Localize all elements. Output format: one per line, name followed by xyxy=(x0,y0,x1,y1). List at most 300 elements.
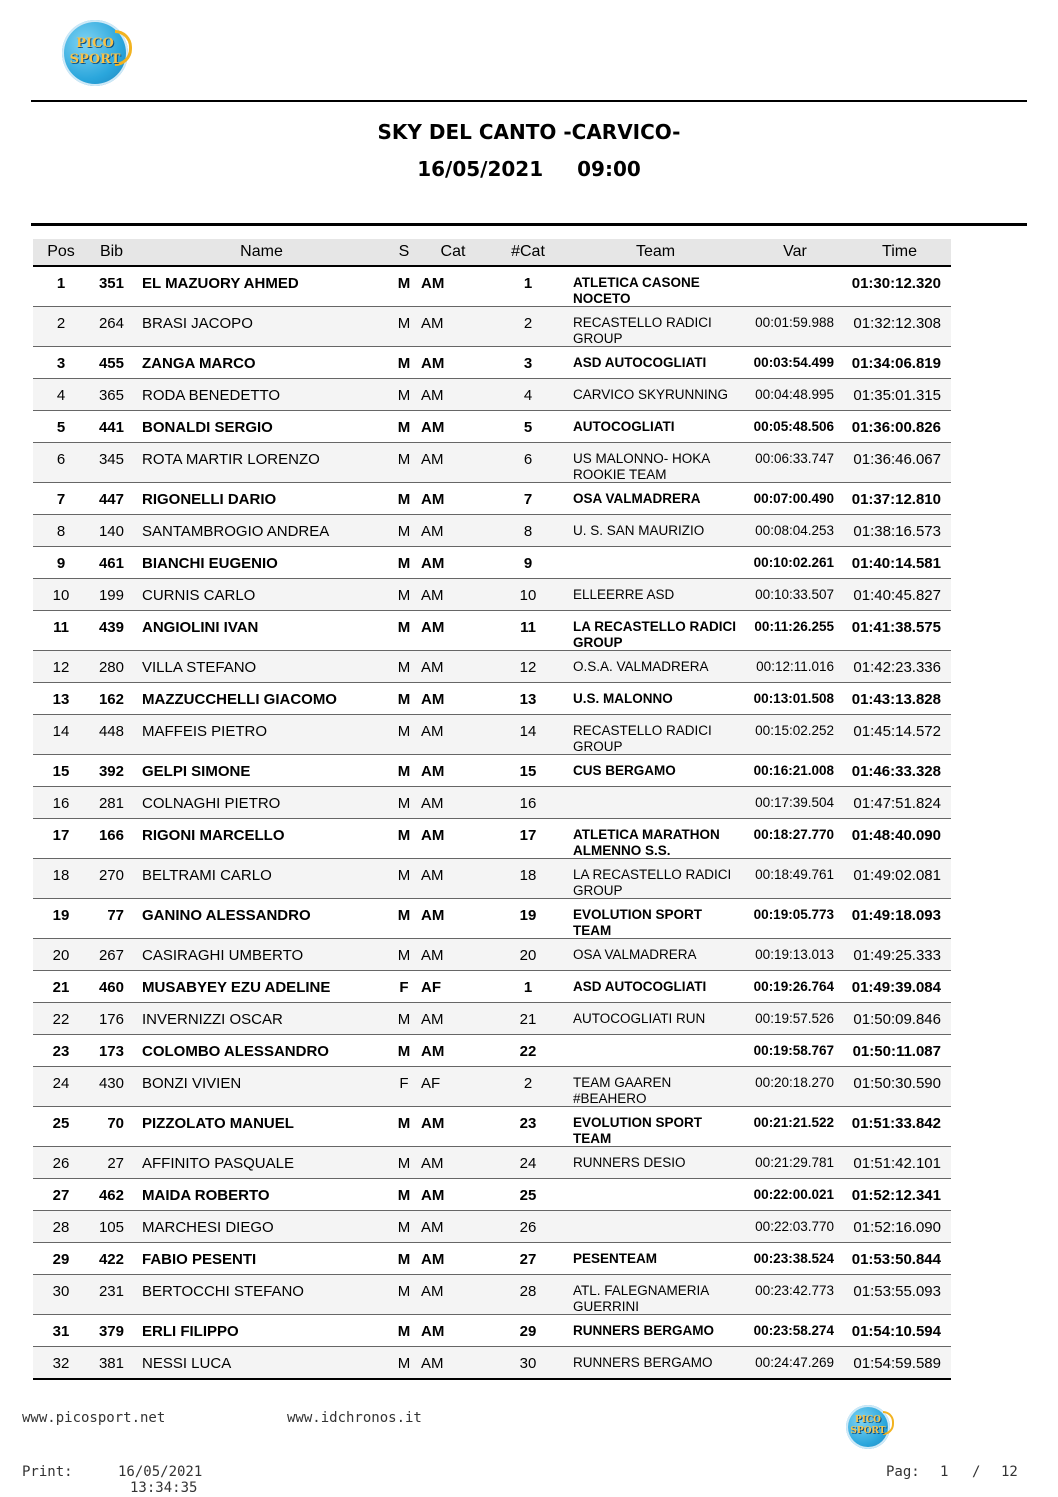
cell-ncat: 4 xyxy=(487,379,569,411)
cell-team: O.S.A. VALMADRERA xyxy=(569,651,742,683)
cell-s: M xyxy=(389,1243,419,1275)
cell-time: 01:52:12.341 xyxy=(848,1179,951,1211)
cell-cat: AM xyxy=(419,266,487,307)
cell-cat: AM xyxy=(419,579,487,611)
logo-small-line2: SPORT xyxy=(850,1426,886,1436)
cell-s: M xyxy=(389,1107,419,1147)
cell-cat: AM xyxy=(419,899,487,939)
cell-ncat: 1 xyxy=(487,266,569,307)
cell-var: 00:05:48.506 xyxy=(742,411,848,443)
cell-pos: 27 xyxy=(33,1179,89,1211)
cell-name: EL MAZUORY AHMED xyxy=(134,266,389,307)
table-row xyxy=(33,899,951,939)
cell-name: GELPI SIMONE xyxy=(134,755,389,787)
cell-time: 01:50:11.087 xyxy=(848,1035,951,1067)
cell-pos: 22 xyxy=(33,1003,89,1035)
cell-pos: 7 xyxy=(33,483,89,515)
cell-s: M xyxy=(389,483,419,515)
cell-ncat: 19 xyxy=(487,899,569,939)
cell-ncat: 2 xyxy=(487,307,569,347)
footer-site-idchronos: www.idchronos.it xyxy=(287,1410,422,1426)
cell-name: NESSI LUCA xyxy=(134,1347,389,1379)
cell-pos: 14 xyxy=(33,715,89,755)
cell-var: 00:19:26.764 xyxy=(742,971,848,1003)
cell-pos: 6 xyxy=(33,443,89,483)
table-row xyxy=(33,611,951,651)
cell-team: PESENTEAM xyxy=(569,1243,742,1275)
table-row xyxy=(33,819,951,859)
cell-s: M xyxy=(389,1347,419,1379)
cell-cat: AM xyxy=(419,683,487,715)
cell-cat: AM xyxy=(419,1107,487,1147)
cell-bib: 422 xyxy=(89,1243,134,1275)
cell-team: ATLETICA CASONE NOCETO xyxy=(569,266,742,307)
cell-time: 01:40:14.581 xyxy=(848,547,951,579)
cell-pos: 4 xyxy=(33,379,89,411)
footer-page-current: 1 xyxy=(940,1464,949,1480)
cell-team: U.S. MALONNO xyxy=(569,683,742,715)
cell-pos: 1 xyxy=(33,266,89,307)
cell-var: 00:22:00.021 xyxy=(742,1179,848,1211)
cell-pos: 10 xyxy=(33,579,89,611)
cell-pos: 26 xyxy=(33,1147,89,1179)
cell-s: M xyxy=(389,307,419,347)
pico-sport-logo xyxy=(62,20,128,86)
cell-var: 00:17:39.504 xyxy=(742,787,848,819)
cell-time: 01:41:38.575 xyxy=(848,611,951,651)
table-row xyxy=(33,547,951,579)
table-row xyxy=(33,1147,951,1179)
cell-team: LA RECASTELLO RADICI GROUP xyxy=(569,859,742,899)
cell-ncat: 10 xyxy=(487,579,569,611)
cell-s: M xyxy=(389,859,419,899)
cell-s: M xyxy=(389,411,419,443)
table-row xyxy=(33,515,951,547)
cell-time: 01:43:13.828 xyxy=(848,683,951,715)
cell-time: 01:36:46.067 xyxy=(848,443,951,483)
cell-cat: AM xyxy=(419,715,487,755)
cell-team: OSA VALMADRERA xyxy=(569,483,742,515)
cell-s: M xyxy=(389,715,419,755)
cell-time: 01:54:10.594 xyxy=(848,1315,951,1347)
cell-bib: 166 xyxy=(89,819,134,859)
cell-ncat: 5 xyxy=(487,411,569,443)
cell-cat: AM xyxy=(419,939,487,971)
col-name-header: Name xyxy=(134,239,389,266)
cell-name: AFFINITO PASQUALE xyxy=(134,1147,389,1179)
cell-time: 01:40:45.827 xyxy=(848,579,951,611)
table-row xyxy=(33,1315,951,1347)
cell-team: RECASTELLO RADICI GROUP xyxy=(569,307,742,347)
cell-time: 01:54:59.589 xyxy=(848,1347,951,1379)
cell-s: M xyxy=(389,683,419,715)
cell-name: BIANCHI EUGENIO xyxy=(134,547,389,579)
cell-s: F xyxy=(389,971,419,1003)
table-row xyxy=(33,443,951,483)
cell-pos: 23 xyxy=(33,1035,89,1067)
table-row xyxy=(33,1275,951,1315)
cell-var: 00:24:47.269 xyxy=(742,1347,848,1379)
cell-var: 00:07:00.490 xyxy=(742,483,848,515)
cell-ncat: 8 xyxy=(487,515,569,547)
cell-bib: 280 xyxy=(89,651,134,683)
cell-cat: AM xyxy=(419,411,487,443)
table-row xyxy=(33,1035,951,1067)
cell-name: ANGIOLINI IVAN xyxy=(134,611,389,651)
cell-time: 01:53:55.093 xyxy=(848,1275,951,1315)
cell-time: 01:49:25.333 xyxy=(848,939,951,971)
cell-ncat: 12 xyxy=(487,651,569,683)
footer-print-label: Print: xyxy=(22,1464,73,1480)
cell-bib: 140 xyxy=(89,515,134,547)
cell-time: 01:48:40.090 xyxy=(848,819,951,859)
cell-team: U. S. SAN MAURIZIO xyxy=(569,515,742,547)
col-bib-header: Bib xyxy=(89,239,134,266)
cell-pos: 5 xyxy=(33,411,89,443)
table-row xyxy=(33,683,951,715)
table-row xyxy=(33,755,951,787)
cell-pos: 13 xyxy=(33,683,89,715)
cell-bib: 462 xyxy=(89,1179,134,1211)
cell-pos: 9 xyxy=(33,547,89,579)
cell-bib: 441 xyxy=(89,411,134,443)
cell-time: 01:35:01.315 xyxy=(848,379,951,411)
cell-name: BONZI VIVIEN xyxy=(134,1067,389,1107)
footer-page-label: Pag: xyxy=(886,1464,920,1480)
cell-ncat: 6 xyxy=(487,443,569,483)
cell-time: 01:49:02.081 xyxy=(848,859,951,899)
cell-name: BERTOCCHI STEFANO xyxy=(134,1275,389,1315)
cell-pos: 15 xyxy=(33,755,89,787)
cell-var: 00:21:29.781 xyxy=(742,1147,848,1179)
cell-ncat: 25 xyxy=(487,1179,569,1211)
col-time-header: Time xyxy=(848,239,951,266)
cell-team: ATLETICA MARATHON ALMENNO S.S. xyxy=(569,819,742,859)
cell-s: M xyxy=(389,1211,419,1243)
cell-ncat: 20 xyxy=(487,939,569,971)
cell-s: M xyxy=(389,1315,419,1347)
cell-time: 01:49:39.084 xyxy=(848,971,951,1003)
cell-ncat: 3 xyxy=(487,347,569,379)
results-body xyxy=(33,266,951,1379)
cell-time: 01:49:18.093 xyxy=(848,899,951,939)
cell-name: CURNIS CARLO xyxy=(134,579,389,611)
cell-name: VILLA STEFANO xyxy=(134,651,389,683)
cell-var: 00:22:03.770 xyxy=(742,1211,848,1243)
cell-bib: 379 xyxy=(89,1315,134,1347)
cell-bib: 281 xyxy=(89,787,134,819)
cell-team: ASD AUTOCOGLIATI xyxy=(569,347,742,379)
table-row xyxy=(33,1003,951,1035)
cell-s: M xyxy=(389,899,419,939)
cell-ncat: 18 xyxy=(487,859,569,899)
logo-text-small xyxy=(846,1415,890,1437)
cell-var: 00:21:21.522 xyxy=(742,1107,848,1147)
cell-bib: 267 xyxy=(89,939,134,971)
cell-bib: 448 xyxy=(89,715,134,755)
cell-bib: 365 xyxy=(89,379,134,411)
cell-s: M xyxy=(389,651,419,683)
table-row xyxy=(33,1347,951,1379)
col-pos-header: Pos xyxy=(33,239,89,266)
cell-ncat: 23 xyxy=(487,1107,569,1147)
cell-bib: 77 xyxy=(89,899,134,939)
cell-bib: 27 xyxy=(89,1147,134,1179)
cell-team: ELLEERRE ASD xyxy=(569,579,742,611)
cell-bib: 270 xyxy=(89,859,134,899)
cell-name: BRASI JACOPO xyxy=(134,307,389,347)
table-row xyxy=(33,1067,951,1107)
cell-pos: 12 xyxy=(33,651,89,683)
cell-team: RUNNERS DESIO xyxy=(569,1147,742,1179)
cell-bib: 176 xyxy=(89,1003,134,1035)
cell-s: M xyxy=(389,611,419,651)
cell-cat: AM xyxy=(419,1315,487,1347)
cell-name: CASIRAGHI UMBERTO xyxy=(134,939,389,971)
cell-s: M xyxy=(389,547,419,579)
cell-cat: AM xyxy=(419,1275,487,1315)
cell-bib: 461 xyxy=(89,547,134,579)
cell-var: 00:23:38.524 xyxy=(742,1243,848,1275)
cell-ncat: 1 xyxy=(487,971,569,1003)
cell-bib: 264 xyxy=(89,307,134,347)
cell-name: ZANGA MARCO xyxy=(134,347,389,379)
col-var-header: Var xyxy=(742,239,848,266)
cell-name: ROTA MARTIR LORENZO xyxy=(134,443,389,483)
table-row xyxy=(33,1107,951,1147)
cell-cat: AM xyxy=(419,859,487,899)
cell-ncat: 14 xyxy=(487,715,569,755)
col-cat-header: Cat xyxy=(419,239,487,266)
cell-ncat: 16 xyxy=(487,787,569,819)
cell-name: FABIO PESENTI xyxy=(134,1243,389,1275)
cell-time: 01:51:42.101 xyxy=(848,1147,951,1179)
cell-cat: AM xyxy=(419,1003,487,1035)
cell-var xyxy=(742,266,848,307)
footer-print-time: 13:34:35 xyxy=(130,1480,198,1496)
col-team-header: Team xyxy=(569,239,742,266)
cell-pos: 18 xyxy=(33,859,89,899)
cell-ncat: 28 xyxy=(487,1275,569,1315)
cell-time: 01:46:33.328 xyxy=(848,755,951,787)
cell-pos: 16 xyxy=(33,787,89,819)
cell-name: GANINO ALESSANDRO xyxy=(134,899,389,939)
cell-bib: 105 xyxy=(89,1211,134,1243)
cell-team: RUNNERS BERGAMO xyxy=(569,1347,742,1379)
cell-team xyxy=(569,787,742,819)
cell-time: 01:37:12.810 xyxy=(848,483,951,515)
cell-bib: 430 xyxy=(89,1067,134,1107)
cell-team xyxy=(569,547,742,579)
cell-var: 00:23:42.773 xyxy=(742,1275,848,1315)
cell-cat: AM xyxy=(419,1035,487,1067)
cell-name: PIZZOLATO MANUEL xyxy=(134,1107,389,1147)
table-row xyxy=(33,971,951,1003)
table-row xyxy=(33,1243,951,1275)
cell-pos: 29 xyxy=(33,1243,89,1275)
cell-name: ERLI FILIPPO xyxy=(134,1315,389,1347)
cell-bib: 173 xyxy=(89,1035,134,1067)
cell-bib: 460 xyxy=(89,971,134,1003)
cell-team: AUTOCOGLIATI RUN xyxy=(569,1003,742,1035)
cell-team: US MALONNO- HOKA ROOKIE TEAM xyxy=(569,443,742,483)
cell-team: AUTOCOGLIATI xyxy=(569,411,742,443)
cell-pos: 32 xyxy=(33,1347,89,1379)
cell-time: 01:42:23.336 xyxy=(848,651,951,683)
cell-ncat: 15 xyxy=(487,755,569,787)
cell-ncat: 30 xyxy=(487,1347,569,1379)
table-row xyxy=(33,579,951,611)
cell-var: 00:15:02.252 xyxy=(742,715,848,755)
event-title: SKY DEL CANTO -CARVICO- xyxy=(377,120,681,144)
cell-pos: 2 xyxy=(33,307,89,347)
cell-pos: 31 xyxy=(33,1315,89,1347)
table-row xyxy=(33,347,951,379)
cell-var: 00:19:13.013 xyxy=(742,939,848,971)
cell-s: M xyxy=(389,266,419,307)
cell-pos: 19 xyxy=(33,899,89,939)
logo-text xyxy=(62,36,128,68)
cell-team xyxy=(569,1211,742,1243)
event-time: 09:00 xyxy=(577,157,641,181)
cell-cat: AF xyxy=(419,971,487,1003)
cell-bib: 455 xyxy=(89,347,134,379)
cell-s: M xyxy=(389,379,419,411)
logo-circle-small xyxy=(846,1405,890,1449)
cell-bib: 381 xyxy=(89,1347,134,1379)
cell-var: 00:10:02.261 xyxy=(742,547,848,579)
table-row xyxy=(33,787,951,819)
cell-s: M xyxy=(389,939,419,971)
cell-time: 01:38:16.573 xyxy=(848,515,951,547)
cell-ncat: 26 xyxy=(487,1211,569,1243)
cell-team: RECASTELLO RADICI GROUP xyxy=(569,715,742,755)
cell-cat: AM xyxy=(419,1211,487,1243)
event-date: 16/05/2021 xyxy=(417,157,544,181)
cell-pos: 28 xyxy=(33,1211,89,1243)
cell-name: MAZZUCCHELLI GIACOMO xyxy=(134,683,389,715)
cell-name: RODA BENEDETTO xyxy=(134,379,389,411)
cell-var: 00:19:58.767 xyxy=(742,1035,848,1067)
cell-team xyxy=(569,1179,742,1211)
cell-bib: 439 xyxy=(89,611,134,651)
cell-time: 01:53:50.844 xyxy=(848,1243,951,1275)
cell-bib: 392 xyxy=(89,755,134,787)
logo-circle xyxy=(62,20,128,86)
cell-cat: AM xyxy=(419,651,487,683)
cell-team: ATL. FALEGNAMERIA GUERRINI xyxy=(569,1275,742,1315)
cell-bib: 351 xyxy=(89,266,134,307)
cell-ncat: 7 xyxy=(487,483,569,515)
table-row xyxy=(33,859,951,899)
cell-cat: AM xyxy=(419,1147,487,1179)
cell-var: 00:18:49.761 xyxy=(742,859,848,899)
cell-name: MARCHESI DIEGO xyxy=(134,1211,389,1243)
table-row xyxy=(33,1179,951,1211)
cell-bib: 345 xyxy=(89,443,134,483)
cell-cat: AM xyxy=(419,547,487,579)
cell-s: M xyxy=(389,787,419,819)
cell-ncat: 21 xyxy=(487,1003,569,1035)
cell-name: INVERNIZZI OSCAR xyxy=(134,1003,389,1035)
cell-var: 00:06:33.747 xyxy=(742,443,848,483)
cell-team: RUNNERS BERGAMO xyxy=(569,1315,742,1347)
table-row xyxy=(33,379,951,411)
cell-var: 00:01:59.988 xyxy=(742,307,848,347)
cell-ncat: 13 xyxy=(487,683,569,715)
footer-page-separator: / xyxy=(972,1464,981,1480)
table-row xyxy=(33,651,951,683)
cell-s: M xyxy=(389,1003,419,1035)
table-row xyxy=(33,411,951,443)
cell-var: 00:13:01.508 xyxy=(742,683,848,715)
cell-team: CUS BERGAMO xyxy=(569,755,742,787)
col-ncat-header: #Cat xyxy=(487,239,569,266)
table-row xyxy=(33,1211,951,1243)
cell-team: EVOLUTION SPORT TEAM xyxy=(569,899,742,939)
cell-team: EVOLUTION SPORT TEAM xyxy=(569,1107,742,1147)
cell-time: 01:30:12.320 xyxy=(848,266,951,307)
cell-cat: AM xyxy=(419,443,487,483)
pico-sport-logo-small xyxy=(846,1405,890,1449)
cell-ncat: 17 xyxy=(487,819,569,859)
cell-time: 01:36:00.826 xyxy=(848,411,951,443)
cell-name: BONALDI SERGIO xyxy=(134,411,389,443)
cell-team: OSA VALMADRERA xyxy=(569,939,742,971)
cell-cat: AM xyxy=(419,379,487,411)
cell-s: M xyxy=(389,347,419,379)
cell-ncat: 24 xyxy=(487,1147,569,1179)
cell-pos: 30 xyxy=(33,1275,89,1315)
logo-line1: PICO xyxy=(76,36,114,51)
cell-ncat: 22 xyxy=(487,1035,569,1067)
cell-bib: 70 xyxy=(89,1107,134,1147)
cell-pos: 3 xyxy=(33,347,89,379)
cell-ncat: 29 xyxy=(487,1315,569,1347)
cell-name: BELTRAMI CARLO xyxy=(134,859,389,899)
cell-var: 00:10:33.507 xyxy=(742,579,848,611)
cell-time: 01:50:09.846 xyxy=(848,1003,951,1035)
table-row xyxy=(33,715,951,755)
cell-name: SANTAMBROGIO ANDREA xyxy=(134,515,389,547)
cell-cat: AF xyxy=(419,1067,487,1107)
cell-cat: AM xyxy=(419,1179,487,1211)
cell-pos: 20 xyxy=(33,939,89,971)
cell-pos: 11 xyxy=(33,611,89,651)
cell-cat: AM xyxy=(419,787,487,819)
cell-s: M xyxy=(389,1275,419,1315)
footer-page-total: 12 xyxy=(1001,1464,1018,1480)
cell-name: RIGONI MARCELLO xyxy=(134,819,389,859)
cell-team: CARVICO SKYRUNNING xyxy=(569,379,742,411)
cell-pos: 17 xyxy=(33,819,89,859)
cell-time: 01:51:33.842 xyxy=(848,1107,951,1147)
cell-name: COLOMBO ALESSANDRO xyxy=(134,1035,389,1067)
cell-var: 00:04:48.995 xyxy=(742,379,848,411)
cell-name: MAIDA ROBERTO xyxy=(134,1179,389,1211)
event-datetime xyxy=(0,157,1058,181)
cell-cat: AM xyxy=(419,483,487,515)
cell-pos: 21 xyxy=(33,971,89,1003)
cell-cat: AM xyxy=(419,307,487,347)
table-header-row xyxy=(33,239,951,266)
cell-s: F xyxy=(389,1067,419,1107)
cell-team xyxy=(569,1035,742,1067)
cell-var: 00:16:21.008 xyxy=(742,755,848,787)
cell-time: 01:32:12.308 xyxy=(848,307,951,347)
cell-team: ASD AUTOCOGLIATI xyxy=(569,971,742,1003)
col-s-header: S xyxy=(389,239,419,266)
